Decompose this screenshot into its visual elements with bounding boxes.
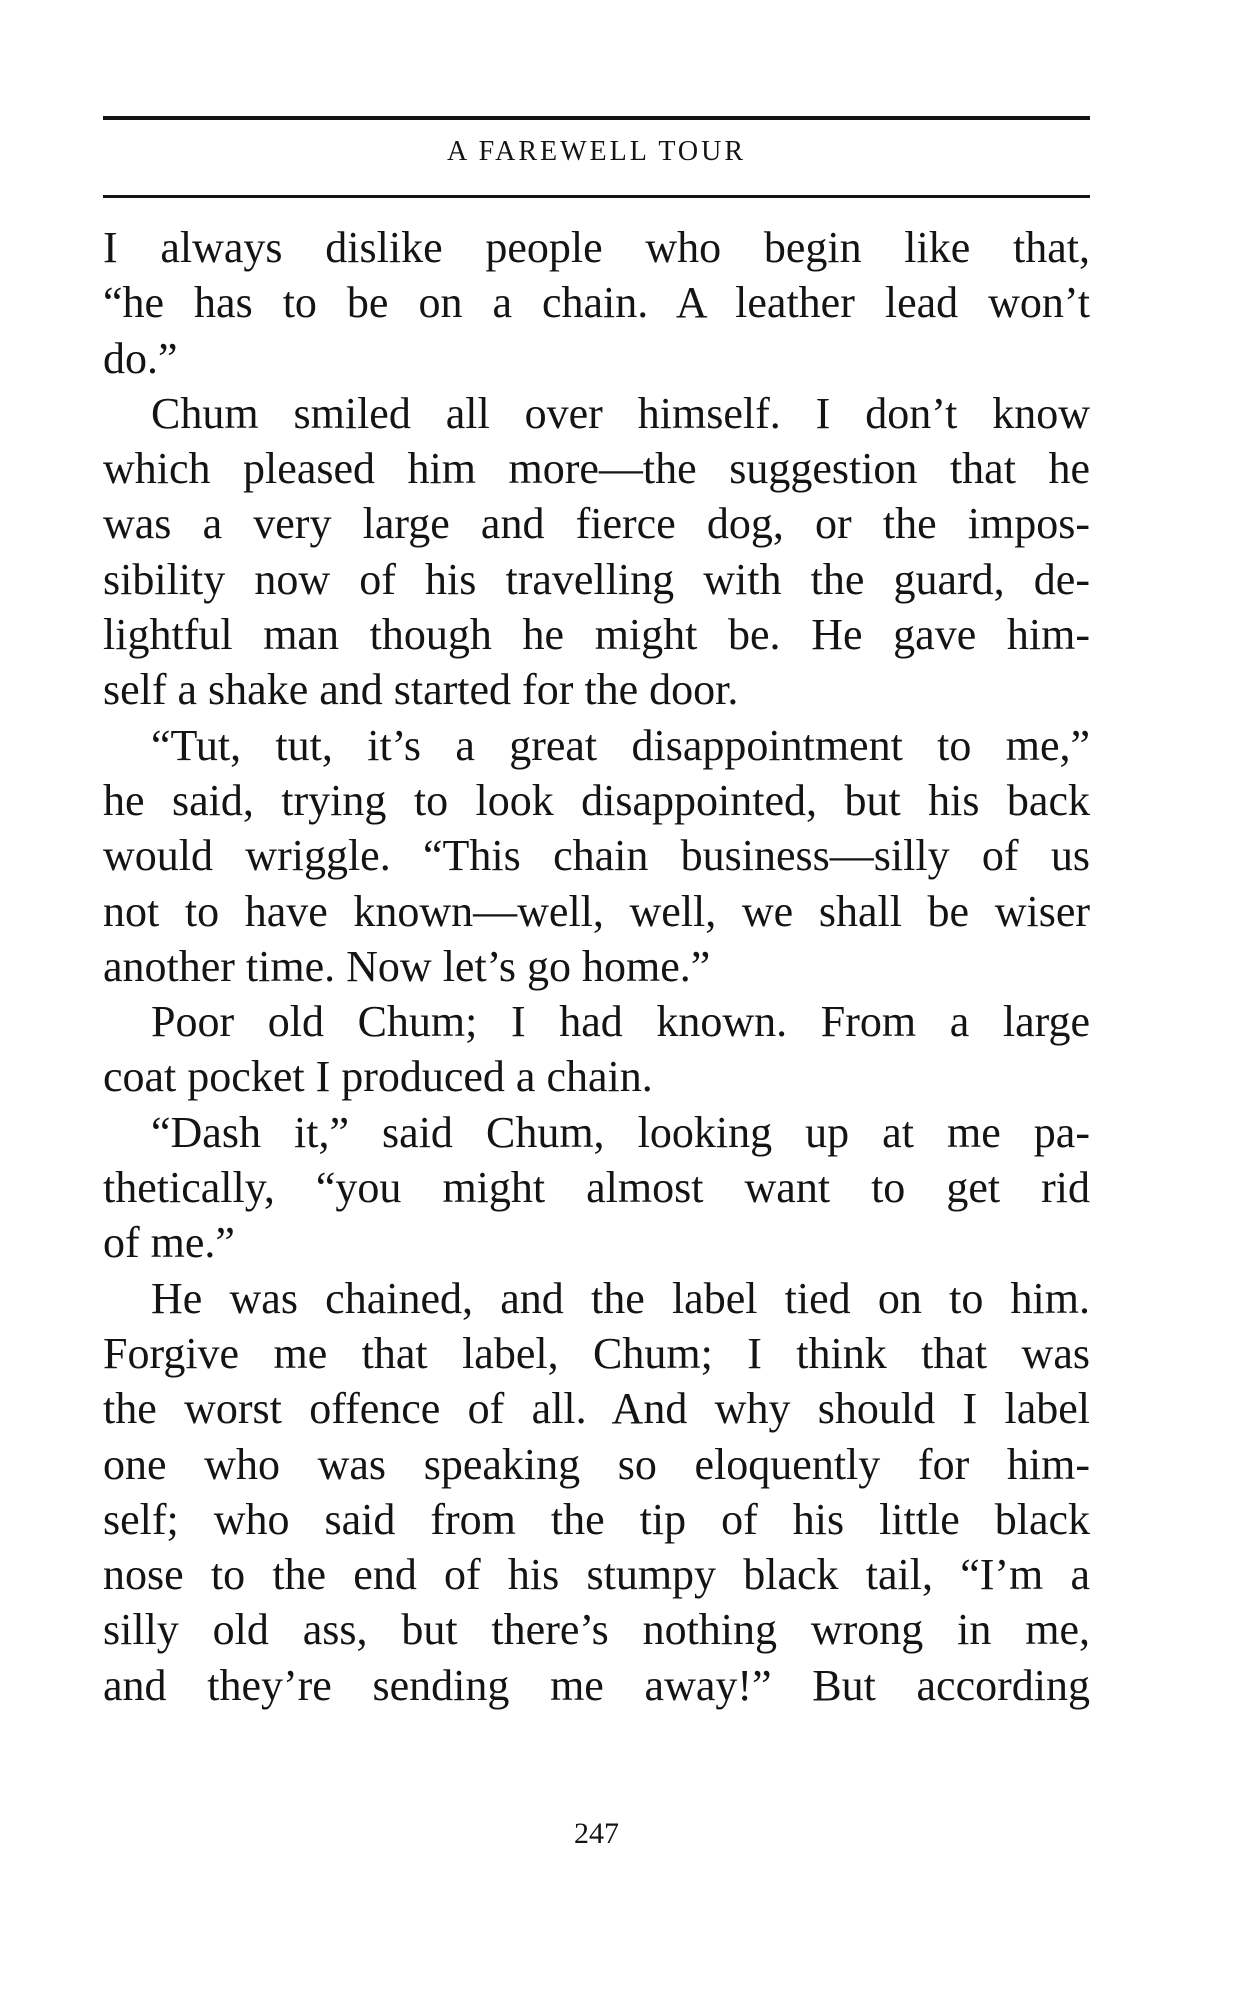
text-line: not to have known—well, well, we shall be wiser — [103, 886, 1090, 936]
text-line: was a very large and fierce dog, or the impos- — [103, 499, 1090, 549]
text-line: Chum smiled all over himself. I don’t know — [151, 388, 1090, 438]
text-line: and they’re sending me away!” But according — [103, 1660, 1090, 1710]
text-line: the worst offence of all. And why should I label — [103, 1384, 1090, 1434]
text-line: of me.” — [103, 1218, 235, 1268]
text-line: I always dislike people who begin like that, — [103, 223, 1090, 272]
text-line: he said, trying to look disappointed, but his back — [103, 775, 1090, 825]
text-line: lightful man though he might be. He gave him- — [103, 610, 1090, 660]
text-line: self a shake and started for the door. — [103, 665, 739, 715]
text-line: silly old ass, but there’s nothing wrong in me, — [103, 1605, 1090, 1655]
text-line: nose to the end of his stumpy black tail, “I’m a — [103, 1550, 1090, 1600]
header-rule-bottom — [103, 195, 1090, 198]
text-line: sibility now of his travelling with the guard, de- — [103, 554, 1090, 604]
text-line: thetically, “you might almost want to get rid — [103, 1163, 1090, 1213]
running-head: A FAREWELL TOUR — [446, 136, 747, 167]
text-line: “Tut, tut, it’s a great disappointment to me,” — [151, 720, 1090, 770]
text-line: one who was speaking so eloquently for him- — [103, 1439, 1090, 1489]
text-line: self; who said from the tip of his little black — [103, 1494, 1090, 1544]
text-line: Poor old Chum; I had known. From a large — [151, 997, 1090, 1047]
text-line: do.” — [103, 333, 178, 383]
text-line: coat pocket I produced a chain. — [103, 1052, 653, 1102]
text-line: another time. Now let’s go home.” — [103, 941, 711, 991]
text-line: Forgive me that label, Chum; I think that was — [103, 1328, 1090, 1378]
text-line: which pleased him more—the suggestion that he — [103, 444, 1090, 494]
text-line: “Dash it,” said Chum, looking up at me pa- — [151, 1107, 1090, 1157]
text-line: He was chained, and the label tied on to him. — [151, 1273, 1090, 1323]
text-line: “he has to be on a chain. A leather lead won’t — [103, 278, 1090, 328]
header-rule-top — [103, 116, 1090, 120]
body-text — [103, 220, 1090, 1713]
text-line: would wriggle. “This chain business—silly of us — [103, 831, 1090, 881]
page-number: 247 — [574, 1817, 619, 1850]
